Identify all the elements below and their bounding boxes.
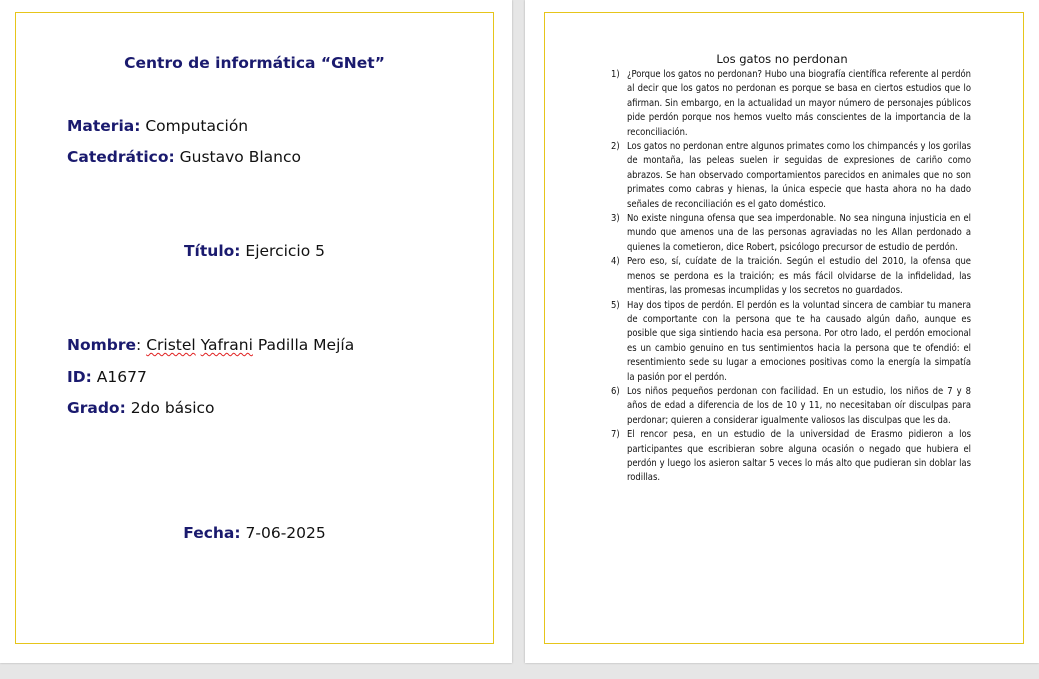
materia-label: Materia: [67,117,141,135]
grado-label: Grado: [67,399,126,417]
catedratico-label: Catedrático: [67,148,175,166]
grado-line [67,399,215,417]
list-item-text: Pero eso, sí, cuídate de la traición. Según el estudio del 2010, la ofensa que menos se perdona es la traición; es más fácil olvidarse de la infidelidad, las mentiras, las promesas incumplidas y los secretos no guardados. [627,256,971,297]
nombre-first-spellcheck[interactable]: Cristel [146,336,196,354]
materia-value: Computación [140,117,249,135]
content-page [525,0,1039,663]
materia-line [67,117,248,135]
id-label: ID: [67,368,92,386]
list-item [611,385,971,428]
list-number: 2) [611,141,620,153]
nombre-second-spellcheck[interactable]: Yafrani [200,336,253,354]
list-item [611,428,971,486]
list-number: 3) [611,213,620,225]
catedratico-line [67,148,301,166]
list-number: 4) [611,256,620,268]
id-value: A1677 [91,368,147,386]
list-item-text: Hay dos tipos de perdón. El perdón es la voluntad sincera de cambiar tu manera de comportante con la persona que te ha causado algún daño, aunque es posible que siga sintiendo hacia esa persona. Por otro lado, el perdón emocional es un cambio genuino en tus sentimientos hacia la persona que te ofendió: el resentimiento sede su lugar a emociones positivas como la energía la simpatía la pasión por el perdón. [627,299,971,383]
nombre-line [67,336,354,354]
list-item-text: El rencor pesa, en un estudio de la universidad de Erasmo pidieron a los participantes que escribieran sobre alguna ocasión o negado que hubiera el perdón y luego los asieron saltar 5 veces lo más alto que pudieran sin doblar las rodillas. [627,429,971,484]
page-border [15,12,494,644]
list-number: 5) [611,299,620,311]
fecha-value: 7-06-2025 [240,524,326,542]
list-item [611,68,971,140]
fecha-label: Fecha: [183,524,241,542]
nombre-rest: Padilla Mejía [252,336,355,354]
titulo-label: Título: [183,242,241,260]
list-number: 6) [611,385,620,397]
list-item [611,299,971,385]
list-item [611,255,971,298]
list-item-text: Los gatos no perdonan entre algunos primates como los chimpancés y los gorilas de montaña, las peleas suelen ir seguidas de expresiones de cariño como abrazos. Se han observado comportamientos parecidos en animales que no son primates como cabras y hienas, la única especie que hasta ahora no ha dado señales de reconciliación es el gato doméstico. [627,141,972,210]
list-item-text: No existe ninguna ofensa que sea imperdonable. No sea ninguna injusticia en el mundo que amenos una de las personas agraviadas no les Allan perdonado a quienes la cometieron, dice Robert, psicólogo precursor de estudio de perdón. [627,213,971,253]
titulo-value: Ejercicio 5 [240,242,326,260]
nombre-label: Nombre [67,336,137,354]
list-item-text: Los niños pequeños perdonan con facilidad. En un estudio, los niños de 7 y 8 años de edad a diferencia de los de 10 y 11, no necesitaban oír disculpas para perdonar; quieren a considerar igualmente valiosos las disculpas que les da. [627,385,971,426]
cover-page [0,0,512,663]
list-item [611,212,971,255]
list-number: 1) [611,69,620,80]
numbered-list [611,68,971,486]
grado-value: 2do básico [125,399,215,417]
list-number: 7) [611,429,620,441]
list-item [611,140,971,212]
document-title: Los gatos no perdonan [716,52,848,66]
fecha-line [15,524,494,542]
institution-title: Centro de informática “GNet” [124,54,385,72]
nombre-colon: : [136,336,147,354]
list-item-text: ¿Porque los gatos no perdonan? Hubo una biografía científica referente al perdón al decir que los gatos no perdonan es porque se basa en ciertos estudios que lo afirman. Sin embargo, en la actualidad un mayor número de personajes públicos pide perdón porque nos hemos vuelto más conscientes de la importancia de la reconciliación. [627,69,971,138]
titulo-line [15,242,494,260]
catedratico-value: Gustavo Blanco [174,148,301,166]
id-line [67,368,147,386]
